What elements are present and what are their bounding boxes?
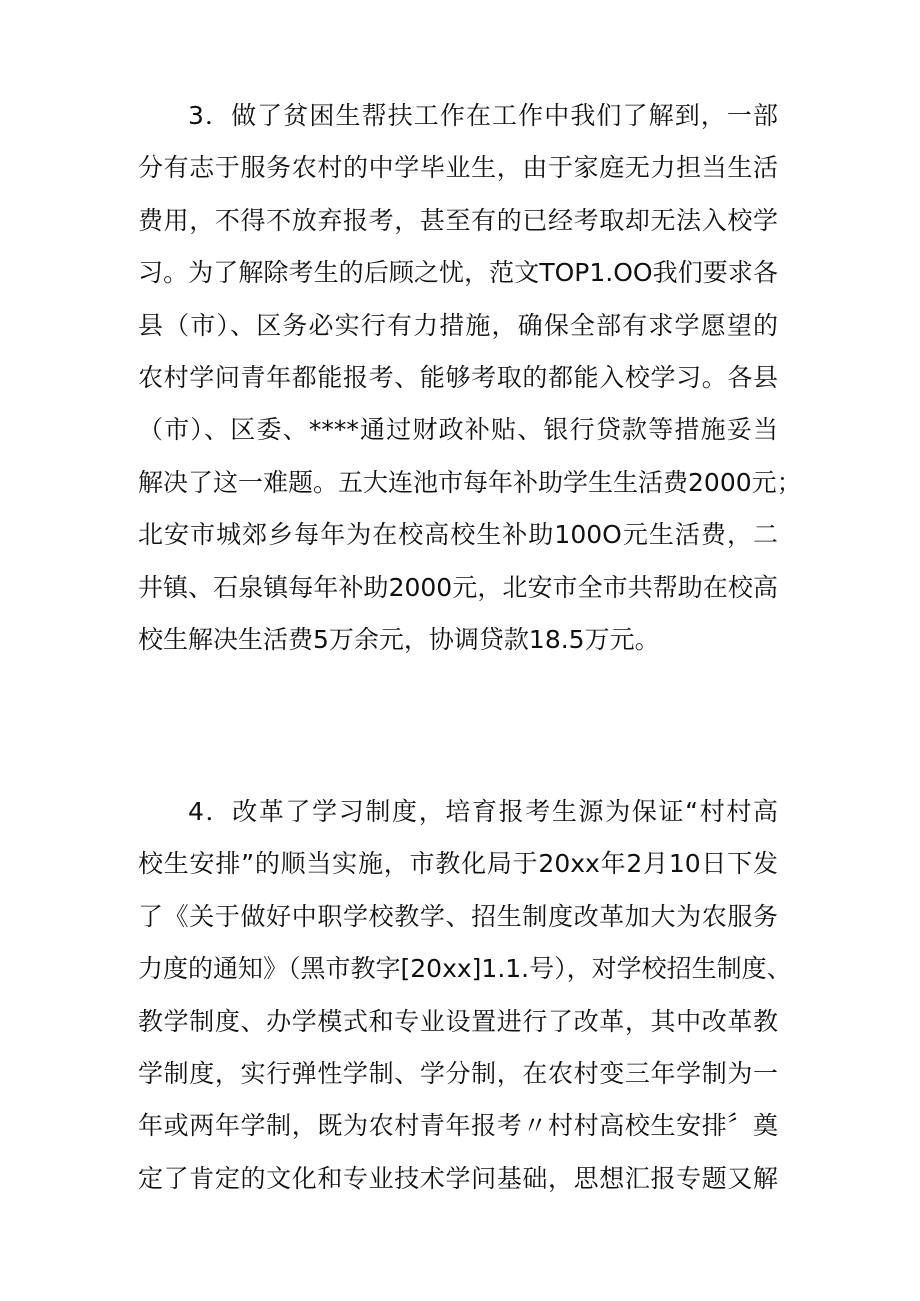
paragraph-line: 分有志于服务农村的中学毕业生，由于家庭无力担当生活	[138, 153, 778, 183]
paragraph-line: 费用，不得不放弃报考，甚至有的已经考取却无法入校学	[138, 205, 778, 235]
paragraph-line: 年或两年学制，既为农村青年报考〃村村高校生安排〞奠	[138, 1111, 778, 1141]
paragraph-line: 了《关于做好中职学校教学、招生制度改革加大为农服务	[138, 901, 778, 931]
paragraph-4-study-reform	[138, 786, 792, 1205]
paragraph-line: 定了肯定的文化和专业技术学问基础，思想汇报专题又解	[138, 1163, 778, 1193]
paragraph-line: 解决了这一难题。五大连池市每年补助学生生活费2000元；	[138, 467, 802, 497]
paragraph-line: 力度的通知》（黑市教字[20xx]1.1.号），对学校招生制度、	[138, 954, 792, 984]
paragraph-line: 井镇、石泉镇每年补助2000元，北安市全市共帮助在校高	[138, 572, 778, 602]
paragraph-line: 习。为了解除考生的后顾之忧，范文TOP1.OO我们要求各	[138, 258, 778, 288]
paragraph-line: 校生安排”的顺当实施，市教化局于20xx年2月10日下发	[138, 849, 778, 879]
paragraph-line: 县（市）、区务必实行有力措施，确保全部有求学愿望的	[138, 310, 778, 340]
paragraph-line: 校生解决生活费5万余元，协调贷款18.5万元。	[138, 624, 660, 654]
paragraph-line: （市）、区委、****通过财政补贴、银行贷款等措施妥当	[138, 415, 778, 445]
paragraph-line: 农村学问青年都能报考、能够考取的都能入校学习。各县	[138, 362, 778, 392]
paragraph-line: 教学制度、办学模式和专业设置进行了改革，其中改革教	[138, 1006, 778, 1036]
paragraph-3-poverty-aid	[138, 90, 802, 666]
paragraph-line: 4．改革了学习制度，培育报考生源为保证“村村高	[188, 797, 778, 826]
paragraph-line: 3．做了贫困生帮扶工作在工作中我们了解到，一部	[188, 101, 778, 130]
paragraph-line: 北安市城郊乡每年为在校高校生补助100O元生活费，二	[138, 520, 778, 550]
paragraph-line: 学制度，实行弹性学制、学分制，在农村变三年学制为一	[138, 1058, 778, 1088]
